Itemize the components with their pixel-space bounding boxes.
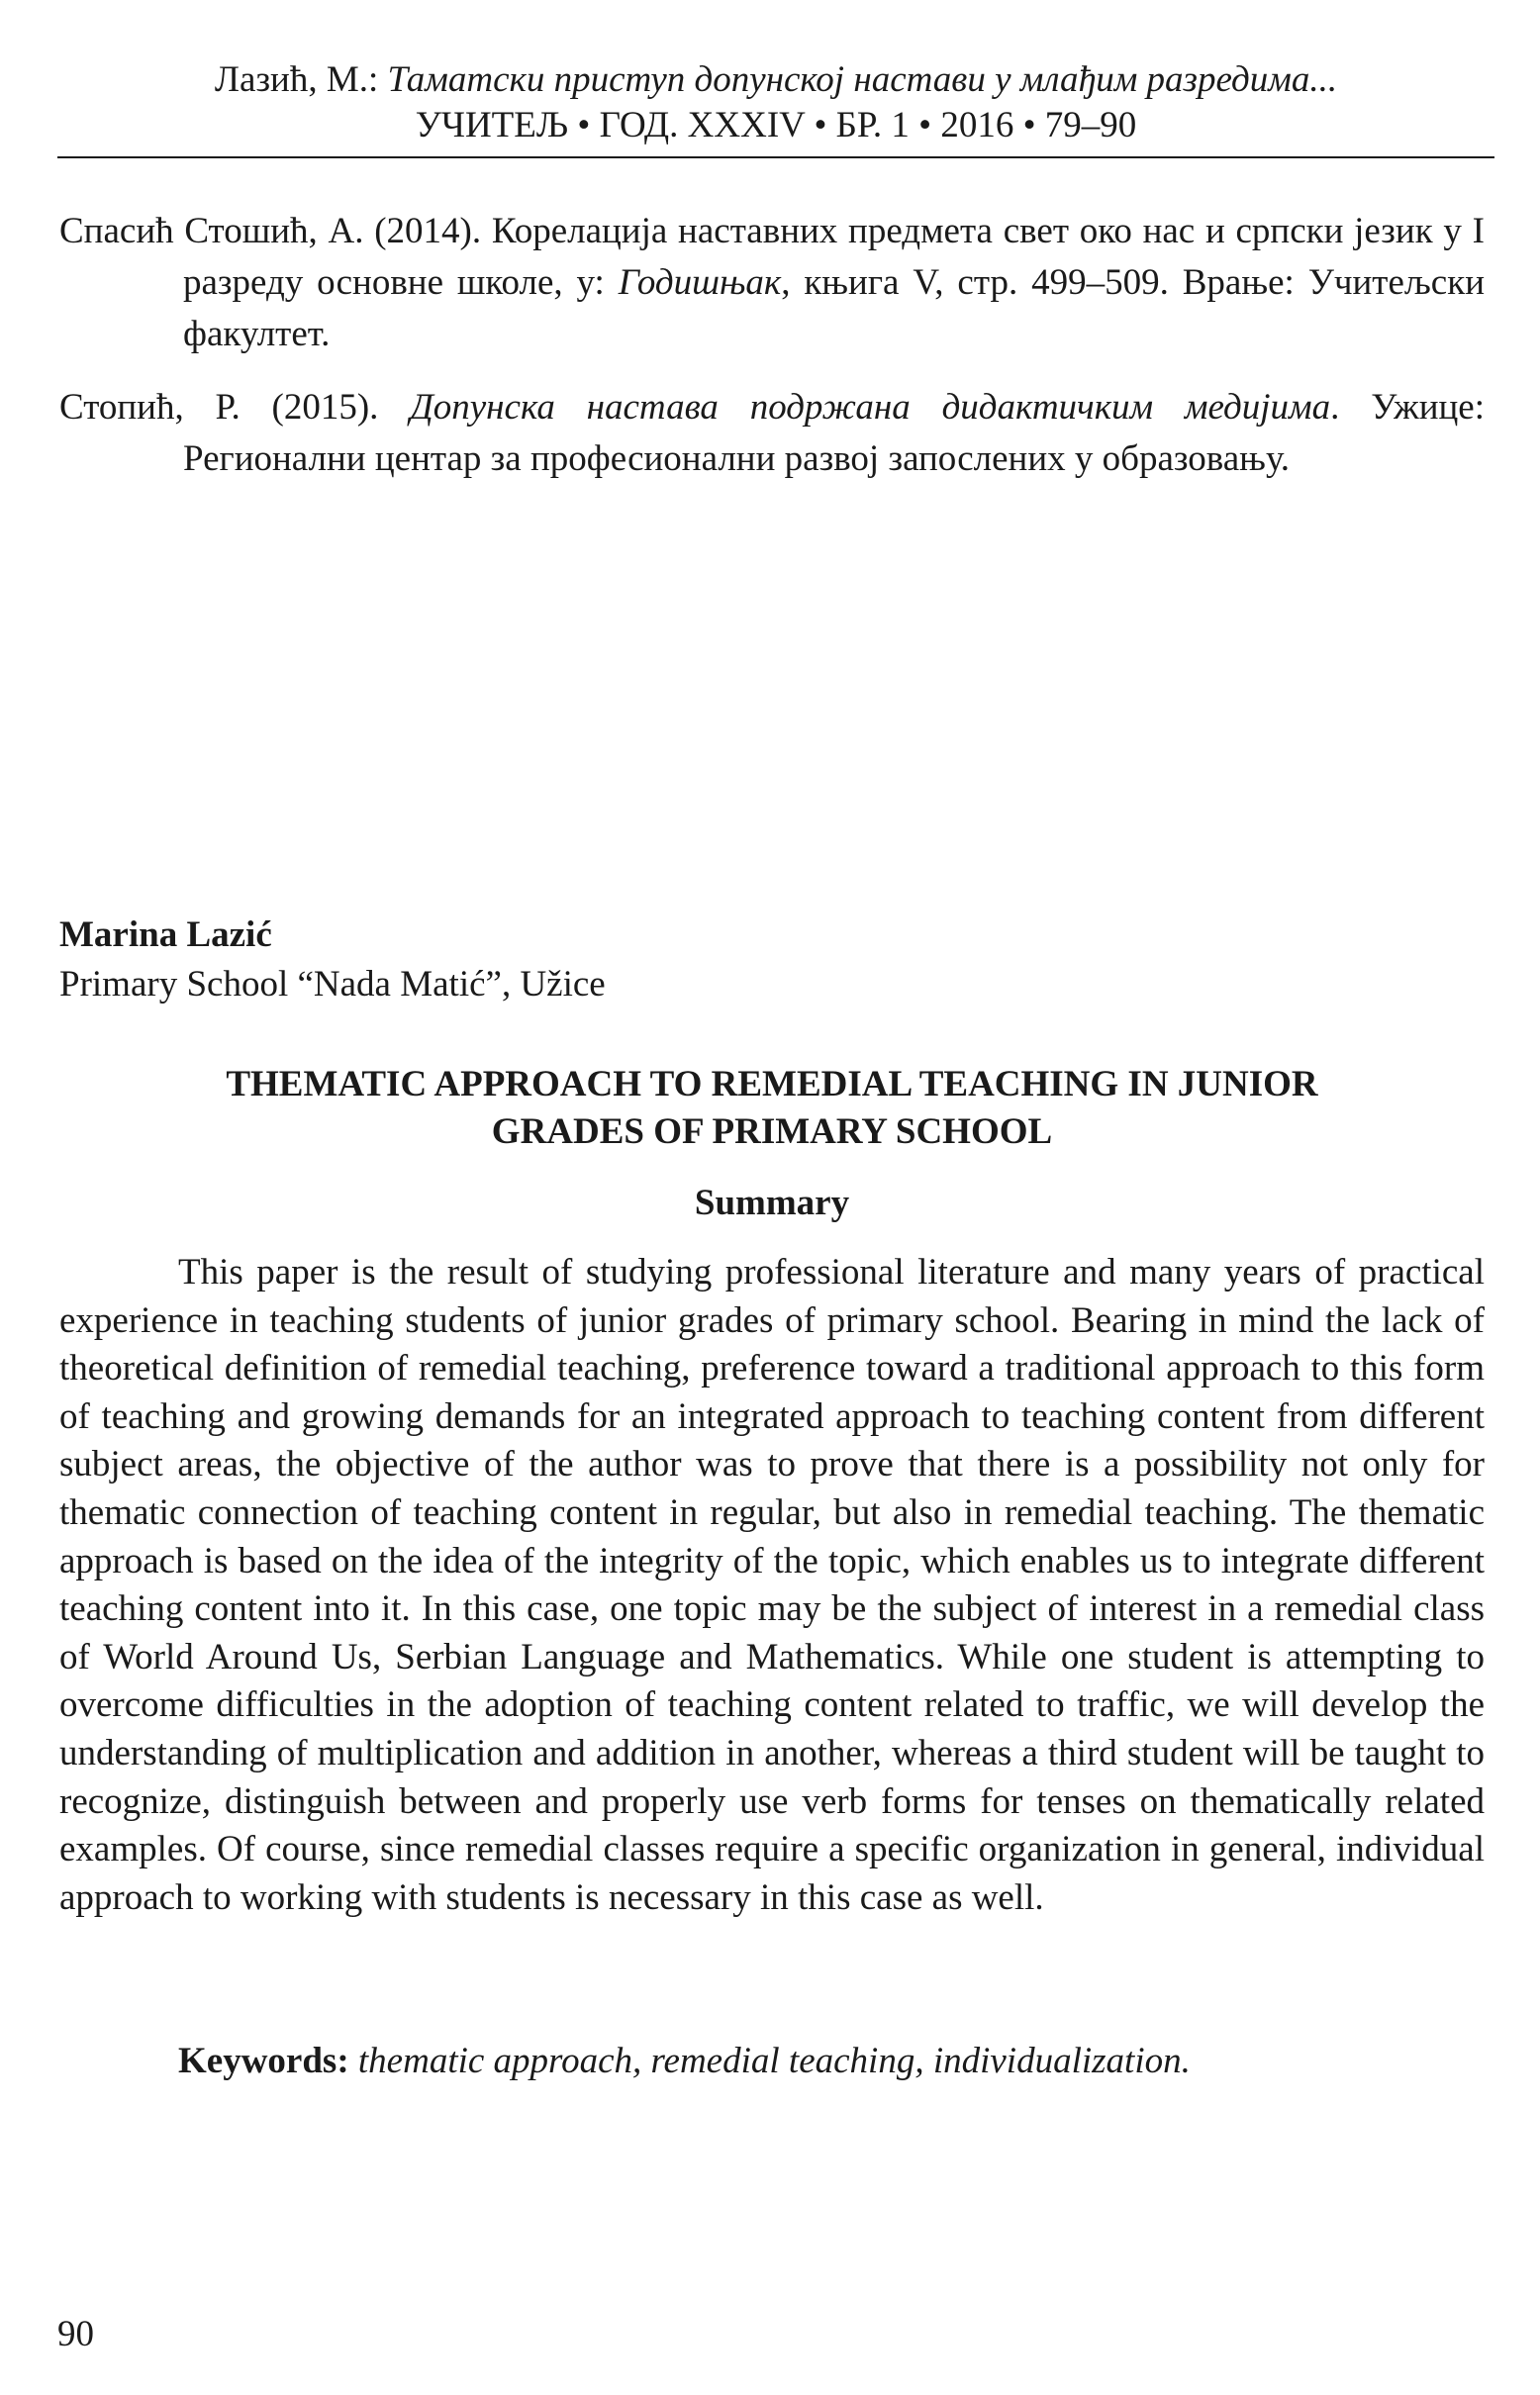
paper-title-line: THEMATIC APPROACH TO REMEDIAL TEACHING IN JUNIOR (226, 1064, 1318, 1104)
reference-source: Допунска настава подржана дидактичким медијима (410, 387, 1331, 428)
reference-text: , књига V, стр. 499–509. Врање: Учитељски факултет. (183, 262, 1486, 354)
page-number: 90 (57, 2314, 94, 2354)
running-header-title: Таматски приступ допунској настави у млађим разредима... (387, 59, 1338, 100)
summary-heading: Summary (694, 1183, 850, 1223)
reference-item (59, 206, 1485, 360)
reference-text: Спасић Стошић, А. (2014). Корелација наставних предмета свет око нас и српски језик у I разреду основне школе, у: (59, 211, 1485, 303)
paper-title (99, 1061, 1445, 1156)
reference-source: Годишњак (618, 262, 782, 303)
keywords-label: Keywords: (178, 2041, 349, 2081)
reference-list (59, 206, 1485, 507)
reference-text: Стопић, Р. (2015). (59, 387, 411, 428)
summary-body: This paper is the result of studying professional literature and many years of practical experience in teaching students of junior grades of primary school. Bearing in mind the lack of theoretical definition of remedial teaching, preference toward a traditional approach to this form of teaching and growing demands for an integrated approach to teaching content from different subject areas, the objective of the author was to prove that there is a possibility not only for thematic connection of teaching content in regular, but also in remedial teaching. The thematic approach is based on the idea of the integrity of the topic, which enables us to integrate different teaching content into it. In this case, one topic may be the subject of interest in a remedial class of World Around Us, Serbian Language and Mathematics. While one student is attempting to overcome difficulties in the adoption of teaching content related to traffic, we will develop the understanding of multiplication and addition in another, whereas a third student will be taught to recognize, distinguish between and properly use verb forms for tenses on thematically related examples. Of course, since remedial classes require a specific organization in general, individual approach to working with students is necessary in this case as well. (59, 1252, 1485, 1918)
running-header-author: Лазић, М.: (214, 59, 388, 100)
header-rule (57, 156, 1494, 158)
running-header-article (57, 57, 1494, 103)
author-name: Marina Lazić (59, 914, 272, 955)
author-affiliation: Primary School “Nada Matić”, Užice (59, 964, 606, 1005)
keywords (59, 2037, 1485, 2086)
reference-text: . Ужице: Регионални центар за професионални развој запослених у образовању. (183, 387, 1486, 479)
reference-item (59, 382, 1485, 485)
running-header-journal: УЧИТЕЉ • ГОД. XXXIV • БР. 1 • 2016 • 79–90 (415, 105, 1137, 145)
author-block (59, 910, 1049, 1009)
running-header (57, 57, 1494, 148)
keywords-list: thematic approach, remedial teaching, individualization. (348, 2041, 1191, 2081)
paper-title-line: GRADES OF PRIMARY SCHOOL (491, 1111, 1053, 1152)
